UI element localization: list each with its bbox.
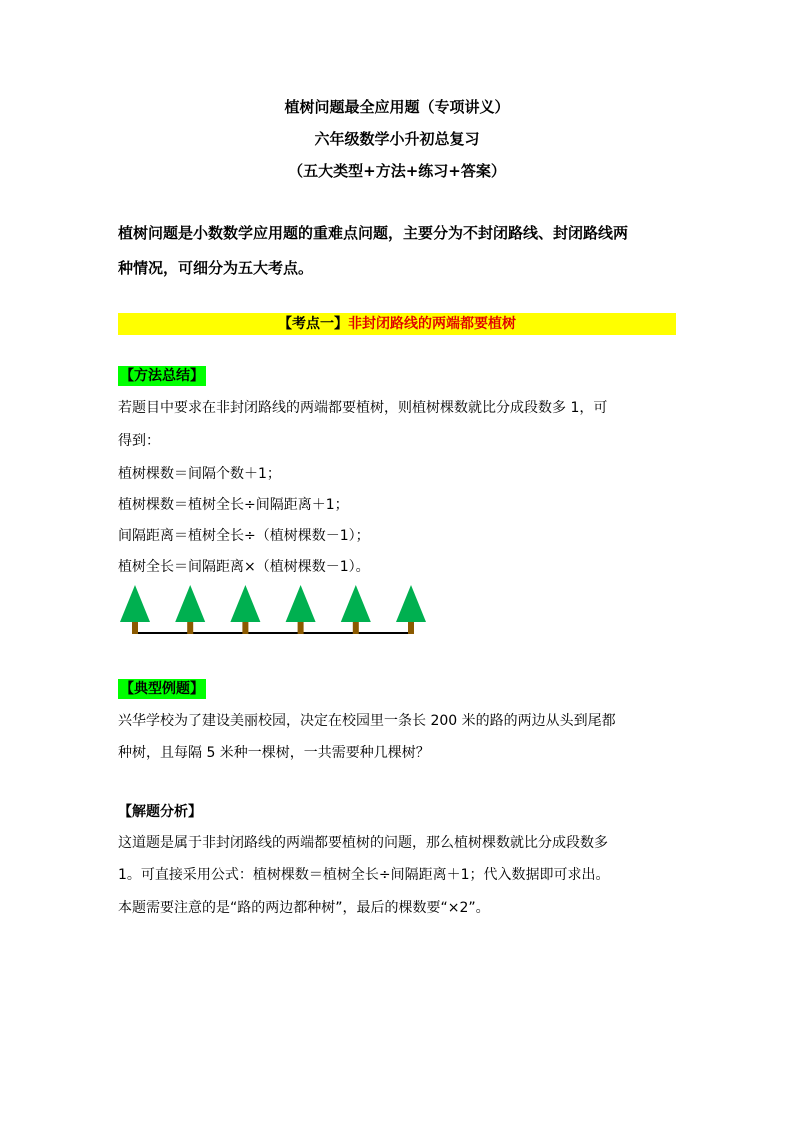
intro-line-2: 种情况，可细分为五大考点。: [118, 259, 314, 277]
tree-trunk: [408, 621, 414, 634]
method-summary-tag: 【方法总结】: [120, 368, 204, 384]
tree-trunk: [298, 621, 304, 634]
tree-crown: [230, 585, 260, 622]
point-one-title: 非封闭路线的两端都要植树: [348, 316, 516, 332]
tree-icon: [286, 585, 316, 634]
formula-tree-count-1: 植树棵数＝间隔个数＋1；: [118, 466, 281, 482]
example-tag: 【典型例题】: [120, 681, 204, 697]
tree-icon: [396, 585, 426, 634]
tree-crown: [396, 585, 426, 622]
formula-tree-count-2: 植树棵数＝植树全长÷间隔距离＋1；: [118, 497, 349, 513]
tree-crown: [120, 585, 150, 622]
intro-line-1: 植树问题是小数数学应用题的重难点问题，主要分为不封闭路线、封闭路线两: [118, 224, 629, 242]
method-line-2: 得到：: [118, 433, 160, 449]
point-one-bracket: 【考点一】: [278, 316, 348, 332]
tree-icon: [230, 585, 260, 634]
tree-crown: [341, 585, 371, 622]
document-subtitle: 六年级数学小升初总复习: [314, 130, 480, 148]
document-title: 植树问题最全应用题（专项讲义）: [284, 98, 510, 116]
point-one-heading: [118, 313, 676, 335]
tree-crown: [175, 585, 205, 622]
analysis-heading: 【解题分析】: [118, 804, 202, 820]
formula-interval-distance: 间隔距离＝植树全长÷（植树棵数－1）；: [118, 528, 370, 544]
tree-row-illustration: [118, 583, 428, 639]
example-line-1: 兴华学校为了建设美丽校园，决定在校园里一条长 200 米的路的两边从头到尾都: [118, 713, 616, 729]
method-line-1: 若题目中要求在非封闭路线的两端都要植树，则植树棵数就比分成段数多 1，可: [118, 400, 608, 416]
tree-trunk: [187, 621, 193, 634]
analysis-line-2: 1。可直接采用公式：植树棵数＝植树全长÷间隔距离＋1；代入数据即可求出。: [118, 867, 610, 883]
document-tagline: （五大类型+方法+练习+答案）: [288, 162, 506, 180]
tree-crown: [286, 585, 316, 622]
analysis-line-1: 这道题是属于非封闭路线的两端都要植树的问题，那么植树棵数就比分成段数多: [118, 835, 608, 851]
example-line-2: 种树，且每隔 5 米种一棵树，一共需要种几棵树？: [118, 745, 430, 761]
intro-paragraph: [118, 216, 678, 286]
analysis-line-3: 本题需要注意的是“路的两边都种树”，最后的棵数要“×2”。: [118, 900, 490, 916]
tree-trunk: [242, 621, 248, 634]
tree-icon: [341, 585, 371, 634]
tree-trunk: [132, 621, 138, 634]
tree-icon: [175, 585, 205, 634]
tree-icon: [120, 585, 150, 634]
tree-trunk: [353, 621, 359, 634]
formula-total-length: 植树全长＝间隔距离×（植树棵数－1）。: [118, 559, 370, 575]
